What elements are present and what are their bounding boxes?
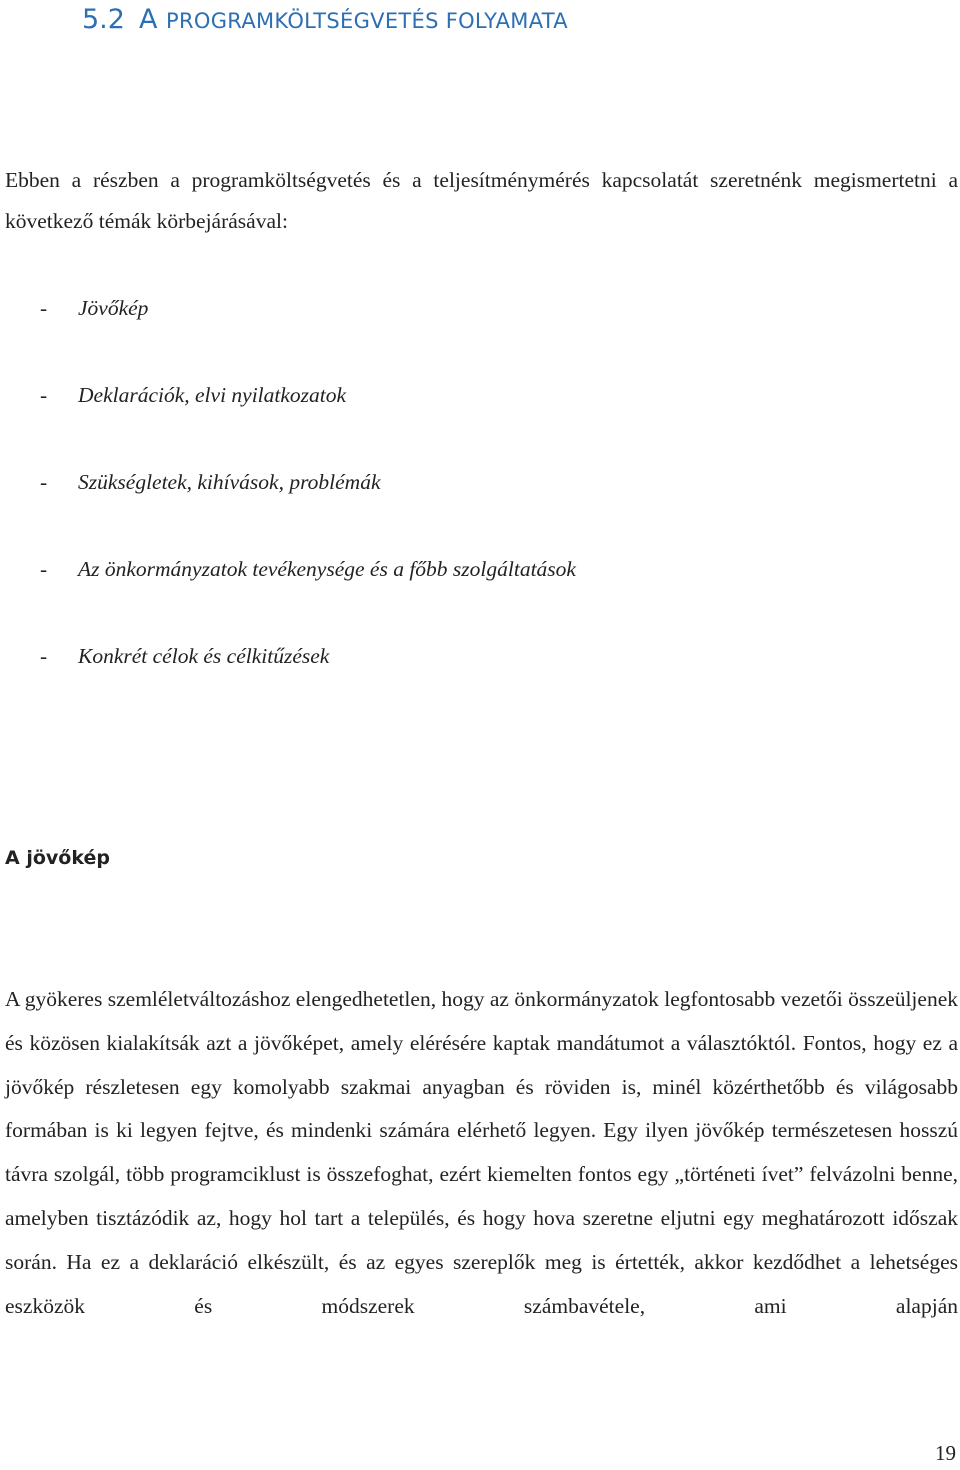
section-number: 5.2 — [82, 4, 125, 35]
list-item-text: Szükségletek, kihívások, problémák — [78, 470, 381, 494]
bullet-dash: - — [40, 383, 48, 407]
list-item-text: Konkrét célok és célkitűzések — [78, 644, 330, 668]
section-heading — [82, 2, 568, 39]
list-item-text: Deklarációk, elvi nyilatkozatok — [78, 383, 347, 407]
page-number: 19 — [935, 1441, 956, 1465]
bullet-dash: - — [40, 644, 48, 668]
section-title-rest: PROGRAMKÖLTSÉGVETÉS FOLYAMATA — [166, 9, 568, 33]
list-item-text: Az önkormányzatok tevékenysége és a főbb szolgáltatások — [78, 557, 576, 581]
subsection-heading: A jövőkép — [5, 847, 110, 869]
bullet-dash: - — [40, 557, 48, 581]
bullet-dash: - — [40, 296, 48, 320]
bullet-dash: - — [40, 470, 48, 494]
intro-paragraph: Ebben a részben a programköltségvetés és a teljesítménymérés kapcsolatát szeretnénk megismertetni a következő témák körbejárásával: — [5, 168, 958, 233]
body-paragraph: A gyökeres szemléletváltozáshoz elengedhetetlen, hogy az önkormányzatok legfontosabb vezetői összeüljenek és közösen kialakítsák azt a jövőképet, amely elérésére kaptak mandátumot a választóktól. Fontos, hogy ez a jövőkép részletesen egy komolyabb szakmai anyagban és röviden is, minél közérthetőbb és világosabb formában is ki legyen fejtve, és mindenki számára elérhető legyen. Egy ilyen jövőkép természetesen hosszú távra szolgál, több programciklust is összefoghat, ezért kiemelten fontos egy „történeti ívet” felvázolni benne, amelyben tisztázódik az, hogy hol tart a település, és hogy hova szeretne eljutni egy meghatározott időszak során. Ha ez a deklaráció elkészült, és az egyes szereplők meg is értették, akkor kezdődhet a lehetséges eszközök és módszerek számbavétele, ami alapján — [5, 987, 958, 1318]
list-item-text: Jövőkép — [78, 296, 149, 320]
section-title-initial: A — [138, 4, 158, 35]
